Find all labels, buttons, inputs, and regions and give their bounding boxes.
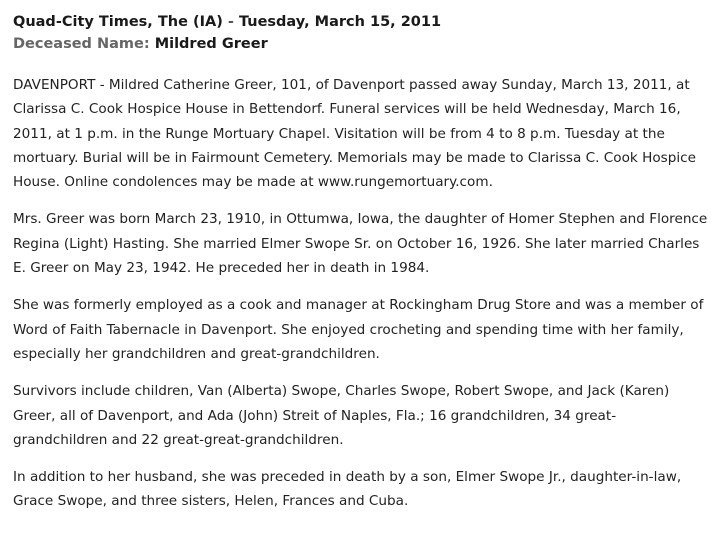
publication-header xyxy=(13,11,710,33)
publication-date: Tuesday, March 15, 2011 xyxy=(238,14,442,30)
deceased-name-label: Deceased Name: xyxy=(13,36,155,52)
obituary-paragraph-life: She was formerly employed as a cook and manager at Rockingham Drug Store and was a member of Word of Faith Tabernacle in Davenport. She enjoyed crocheting and spending time with her family, especially her grandchildren and great-grandchildren. xyxy=(13,297,704,362)
obituary-paragraph-preceded: In addition to her husband, she was preceded in death by a son, Elmer Swope Jr., daughter-in-law, Grace Swope, and three sisters, Helen, Frances and Cuba. xyxy=(13,469,682,510)
header-separator: - xyxy=(222,14,239,30)
publication-name: Quad-City Times, The (IA) xyxy=(13,14,223,30)
deceased-name-value: Mildred Greer xyxy=(154,36,268,52)
obituary-paragraph-survivors: Survivors include children, Van (Alberta) Swope, Charles Swope, Robert Swope, and Jack (Karen) Greer, all of Davenport, and Ada (John) Streit of Naples, Fla.; 16 grandchildren, 34 great-grandchildren and 22 great-great-grandchildren. xyxy=(13,383,670,448)
obituary-paragraph-biography: Mrs. Greer was born March 23, 1910, in Ottumwa, Iowa, the daughter of Homer Stephen and Florence Regina (Light) Hasting. She married Elmer Swope Sr. on October 16, 1926. She later married Charles E. Greer on May 23, 1942. He preceded her in death in 1984. xyxy=(13,211,708,277)
deceased-name-line xyxy=(13,33,710,55)
obituary-paragraph-announcement: DAVENPORT - Mildred Catherine Greer, 101, of Davenport passed away Sunday, March 13, 2011, at Clarissa C. Cook Hospice House in Bettendorf. Funeral services will be held Wednesday, March 16, 2011, at 1 p.m. in the Runge Mortuary Chapel. Visitation will be from 4 to 8 p.m. Tuesday at the mortuary. Burial will be in Fairmount Cemetery. Memorials may be made to Clarissa C. Cook Hospice House. Online condolences may be made at www.rungemortuary.com. xyxy=(13,77,696,191)
